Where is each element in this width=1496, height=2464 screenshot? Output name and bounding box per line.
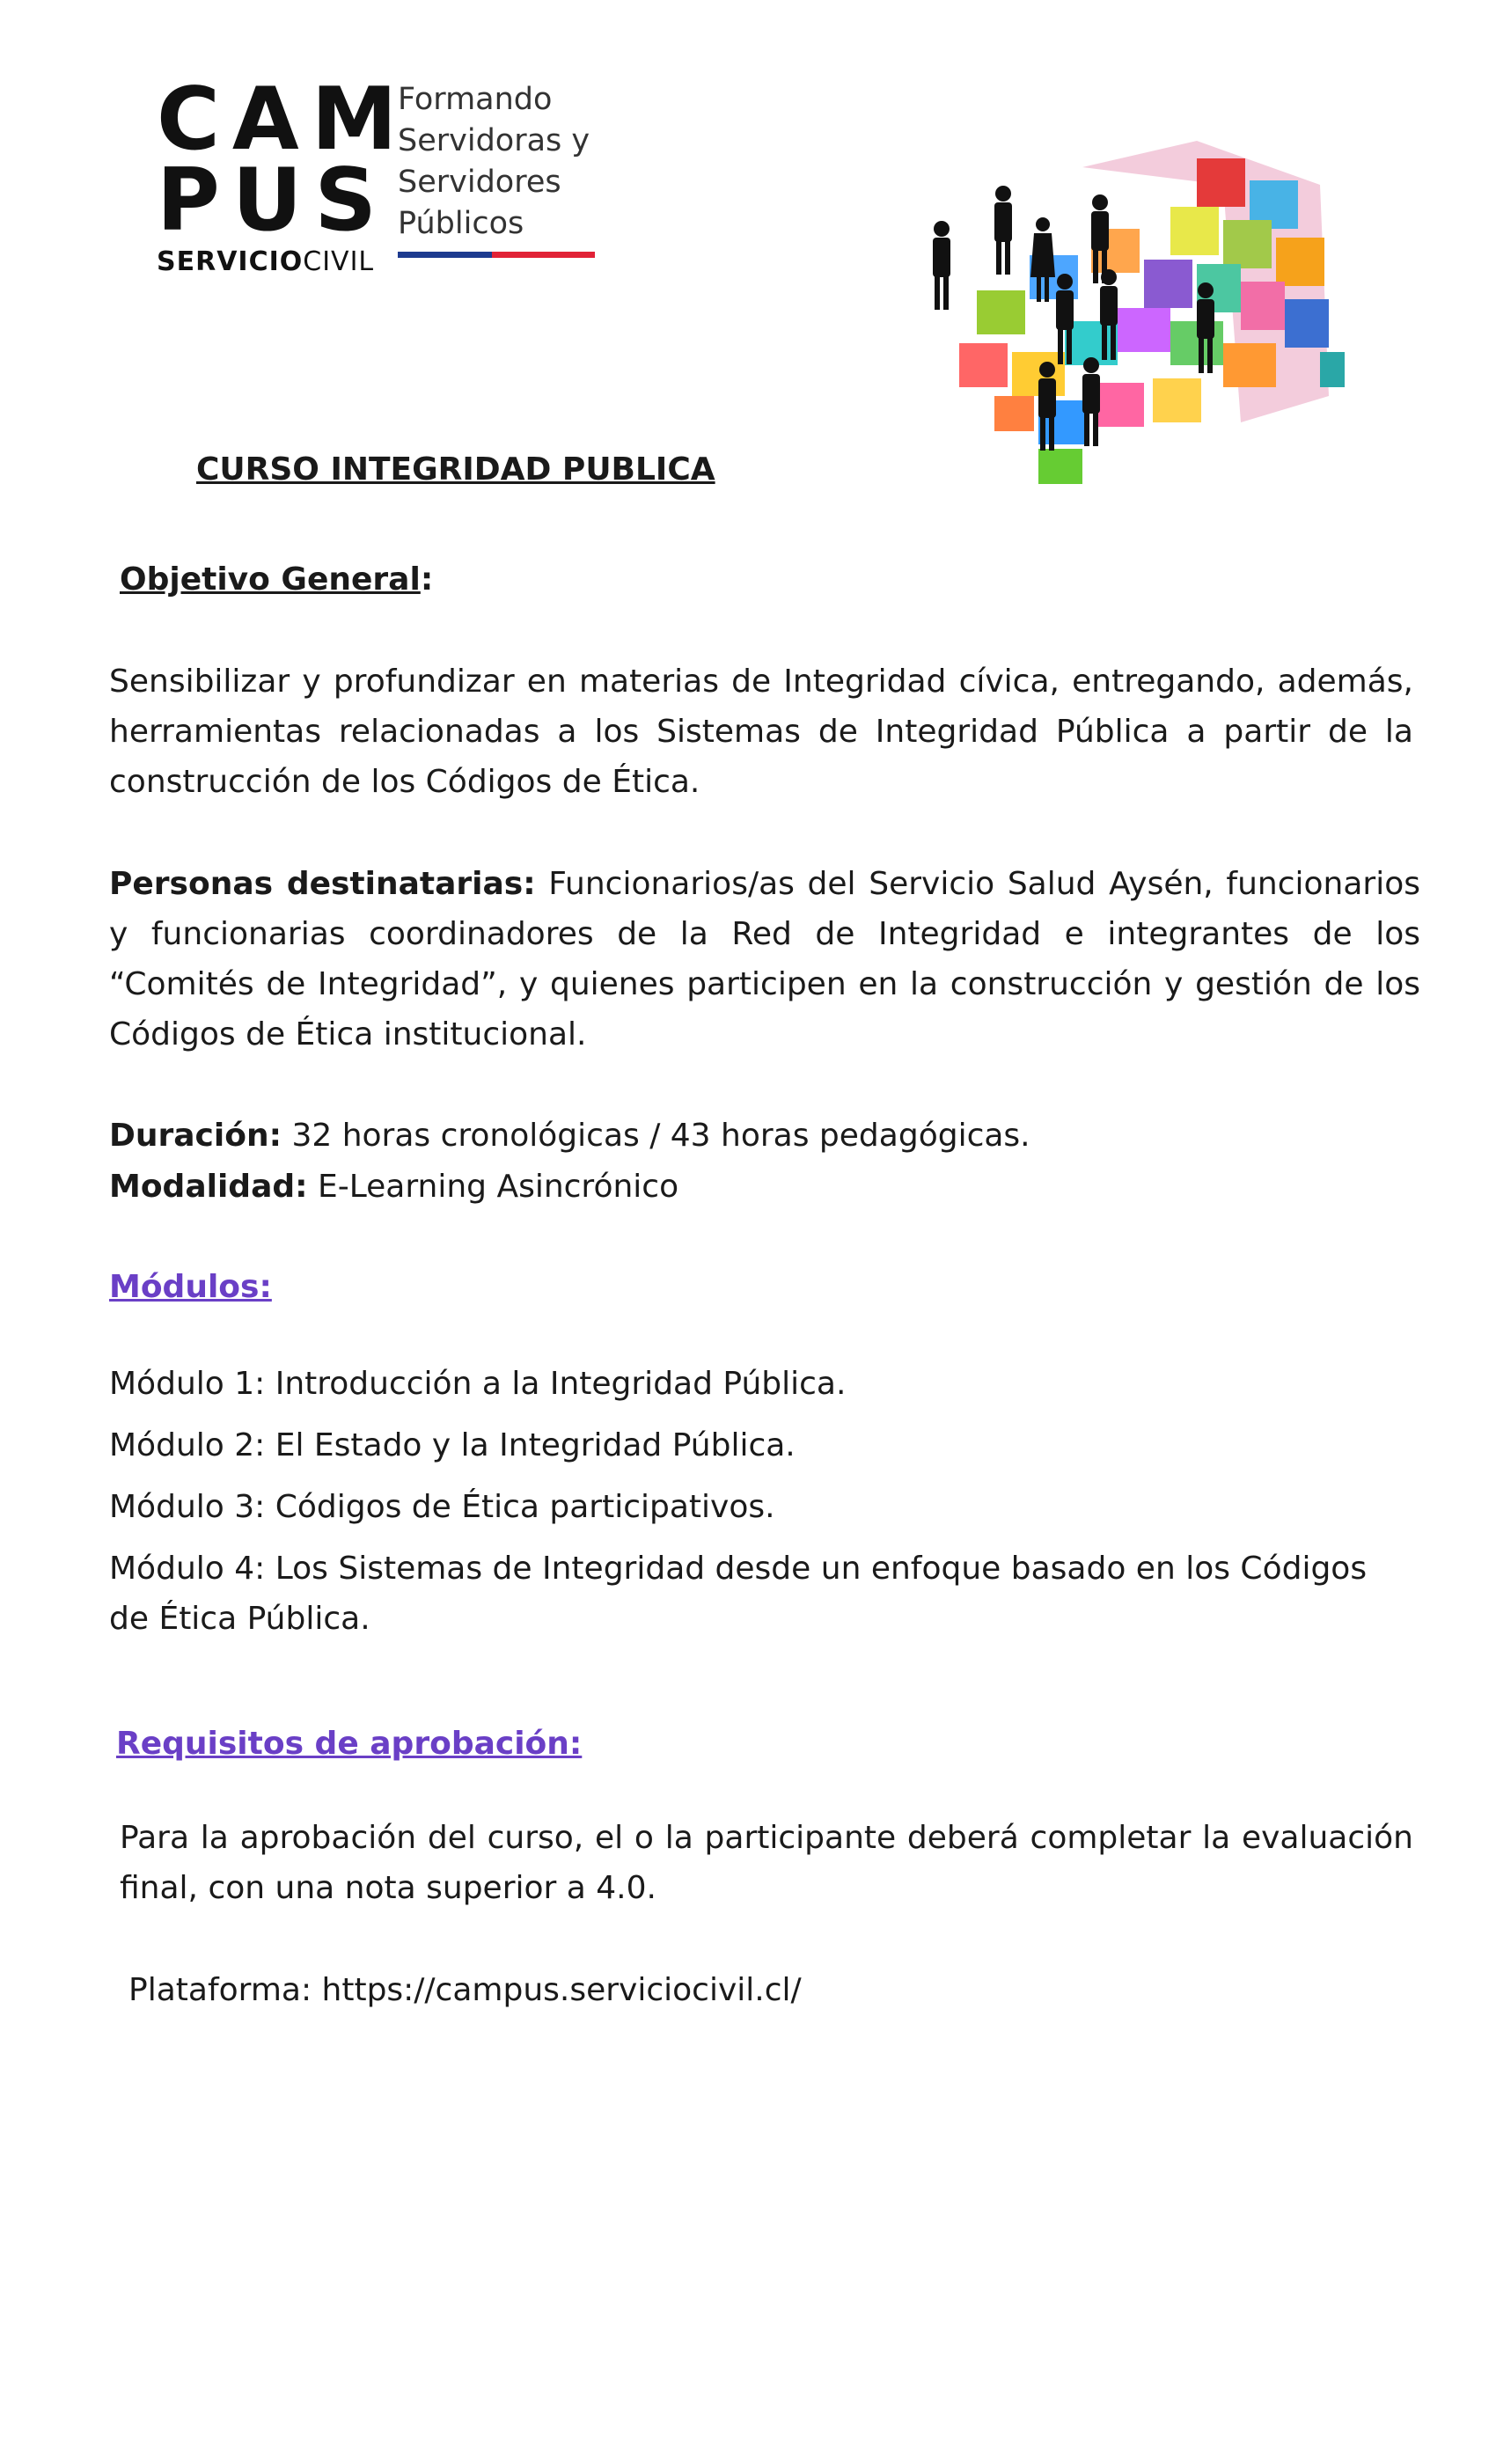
- requisitos-text: Para la aprobación del curso, el o la participante deberá completar la evaluación final, con una nota superior a 4.0.: [120, 1820, 1413, 1906]
- logo-line-2: PUS: [157, 150, 389, 251]
- logo-color-bar: [398, 252, 595, 258]
- logo-sub-bold: SERVICIO: [157, 246, 304, 277]
- modulos-heading: Módulos:: [109, 1269, 272, 1305]
- objetivo-heading: [120, 554, 433, 605]
- logo-tagline: [398, 79, 627, 245]
- module-item: Módulo 3: Códigos de Ética participativos.: [109, 1489, 775, 1525]
- module-item: Módulo 2: El Estado y la Integridad Pública.: [109, 1427, 796, 1463]
- logo-bar-red: [492, 252, 595, 258]
- modalidad-value: E-Learning Asincrónico: [307, 1169, 679, 1205]
- destinatarias-label: Personas destinatarias:: [109, 866, 536, 902]
- modalidad-label: Modalidad:: [109, 1169, 308, 1205]
- tagline-line: Públicos: [398, 206, 524, 241]
- logo-subtitle: [157, 246, 375, 277]
- duracion-label: Duración:: [109, 1118, 282, 1154]
- logo-line-1: CAM: [157, 70, 410, 170]
- duracion-value: 32 horas cronológicas / 43 horas pedagógicas.: [282, 1118, 1030, 1154]
- objetivo-heading-label: Objetivo General: [120, 561, 421, 598]
- module-item: Módulo 4: Los Sistemas de Integridad desde un enfoque basado en los Códigos de Ética Pública.: [109, 1551, 1368, 1637]
- requisitos-heading: Requisitos de aprobación:: [116, 1726, 583, 1762]
- modules-list: [109, 1359, 1385, 1655]
- tagline-line: Servidoras y: [398, 123, 590, 158]
- puzzle-pieces: [959, 141, 1345, 484]
- logo-wordmark: [157, 70, 410, 277]
- destinatarias-paragraph: [109, 859, 1420, 1060]
- campus-servicio-civil-logo: [157, 70, 614, 282]
- logo-sub-light: CIVIL: [303, 246, 375, 277]
- tagline-line: Servidores: [398, 165, 561, 200]
- logo-bar-blue: [398, 252, 492, 258]
- course-title: CURSO INTEGRIDAD PUBLICA: [196, 451, 715, 488]
- plataforma-link[interactable]: Plataforma: https://campus.serviciocivil.cl/: [128, 1972, 802, 2008]
- tagline-line: Formando: [398, 82, 553, 117]
- duracion-line: [109, 1111, 1413, 1161]
- module-item: Módulo 1: Introducción a la Integridad Pública.: [109, 1366, 847, 1402]
- objetivo-text: Sensibilizar y profundizar en materias de Integridad cívica, entregando, además, herramientas relacionadas a los Sistemas de Integridad Pública a partir de la construcción de los Códigos de Ética.: [109, 664, 1413, 800]
- modalidad-line: [109, 1162, 1413, 1212]
- destinatarias-text: Funcionarios/as del Servicio Salud Aysén, funcionarios y funcionarias coordinadores de la Red de Integridad e integrantes de los “Comités de Integridad”, y quienes participen en la construcción y gestión de los Códigos de Ética institucional.: [109, 866, 1420, 1052]
- business-people-puzzle-illustration: [906, 132, 1346, 502]
- objetivo-heading-colon: :: [420, 561, 434, 598]
